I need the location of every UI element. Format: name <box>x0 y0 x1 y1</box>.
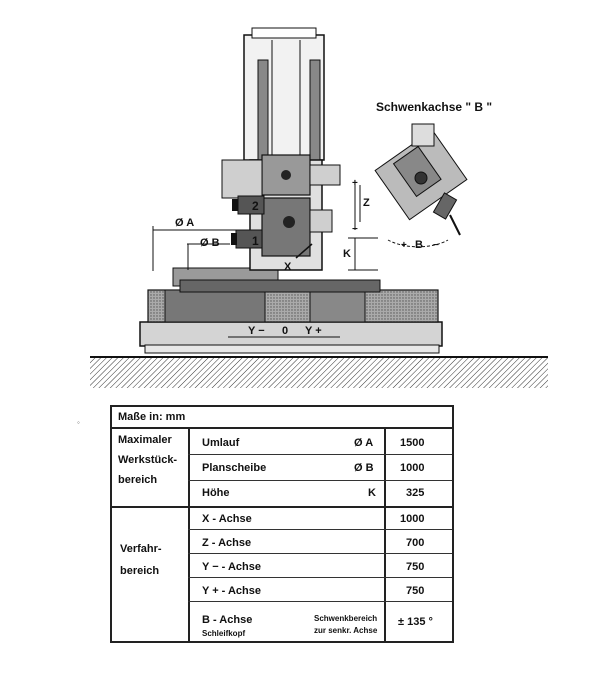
swivel-axis-title: Schwenkachse " B " <box>376 100 493 114</box>
label-b: B <box>415 239 423 251</box>
col-divider-1 <box>188 427 190 643</box>
row-name: Y − - Achse <box>202 561 262 573</box>
row-value: 750 <box>406 585 425 597</box>
row-sep <box>188 529 452 530</box>
row-value: 1000 <box>400 462 425 474</box>
group2-label-line1: Verfahr- <box>120 543 162 555</box>
label-x: X <box>284 261 292 273</box>
label-y-plus: Y + <box>305 325 322 337</box>
row-value: 1000 <box>400 513 425 525</box>
label-z: Z <box>363 197 370 209</box>
label-z-minus: − <box>352 224 358 235</box>
group2-label-line2: bereich <box>120 565 160 577</box>
row-value: 325 <box>406 487 425 499</box>
label-phi-a: Ø A <box>175 217 195 229</box>
group1-label-line3: bereich <box>118 474 158 486</box>
b-axis-sub: Schleifkopf <box>202 629 246 638</box>
label-phi-b: Ø B <box>200 237 220 249</box>
row-name: B - Achse <box>202 614 253 626</box>
row-sep <box>188 601 452 602</box>
row-sep <box>188 577 452 578</box>
row-symbol: Ø B <box>354 462 374 474</box>
machine-bed <box>140 290 442 353</box>
label-z-plus: + <box>352 178 358 189</box>
spec-table <box>110 405 454 643</box>
row-name: Umlauf <box>202 437 240 449</box>
label-zero: 0 <box>282 325 289 337</box>
row-sep <box>188 553 452 554</box>
label-y-minus: Y − <box>248 325 265 337</box>
stray-mark: ◦ <box>77 418 80 427</box>
row-symbol: K <box>368 487 376 499</box>
rotary-table <box>173 268 380 292</box>
group1-label-line1: Maximaler <box>118 434 172 446</box>
row-symbol: Ø A <box>354 437 374 449</box>
label-b-plus: + <box>401 240 407 251</box>
row-name: X - Achse <box>202 513 252 525</box>
row-name: Höhe <box>202 487 230 499</box>
row-value: 700 <box>406 537 425 549</box>
b-axis-note-line1: Schwenkbereich <box>314 614 378 623</box>
row-sep <box>188 480 452 481</box>
row-name: Z - Achse <box>202 537 252 549</box>
row-name: Y + - Achse <box>202 585 262 597</box>
table-header: Maße in: mm <box>112 407 452 429</box>
floor <box>90 357 548 388</box>
row-value: 1500 <box>400 437 425 449</box>
row-name: Planscheibe <box>202 462 267 474</box>
group1-label-line2: Werkstück- <box>118 454 178 466</box>
group-separator <box>112 506 452 508</box>
row-sep <box>188 454 452 455</box>
row-value: 750 <box>406 561 425 573</box>
swivel-head <box>375 124 467 235</box>
label-spindle-2: 2 <box>252 199 259 213</box>
col-divider-2 <box>384 427 386 643</box>
b-axis-note-line2: zur senkr. Achse <box>314 626 378 635</box>
label-k: K <box>343 248 351 260</box>
row-value: ± 135 ° <box>398 616 433 628</box>
label-spindle-1: 1 <box>252 234 259 248</box>
label-b-minus: − <box>433 240 439 251</box>
